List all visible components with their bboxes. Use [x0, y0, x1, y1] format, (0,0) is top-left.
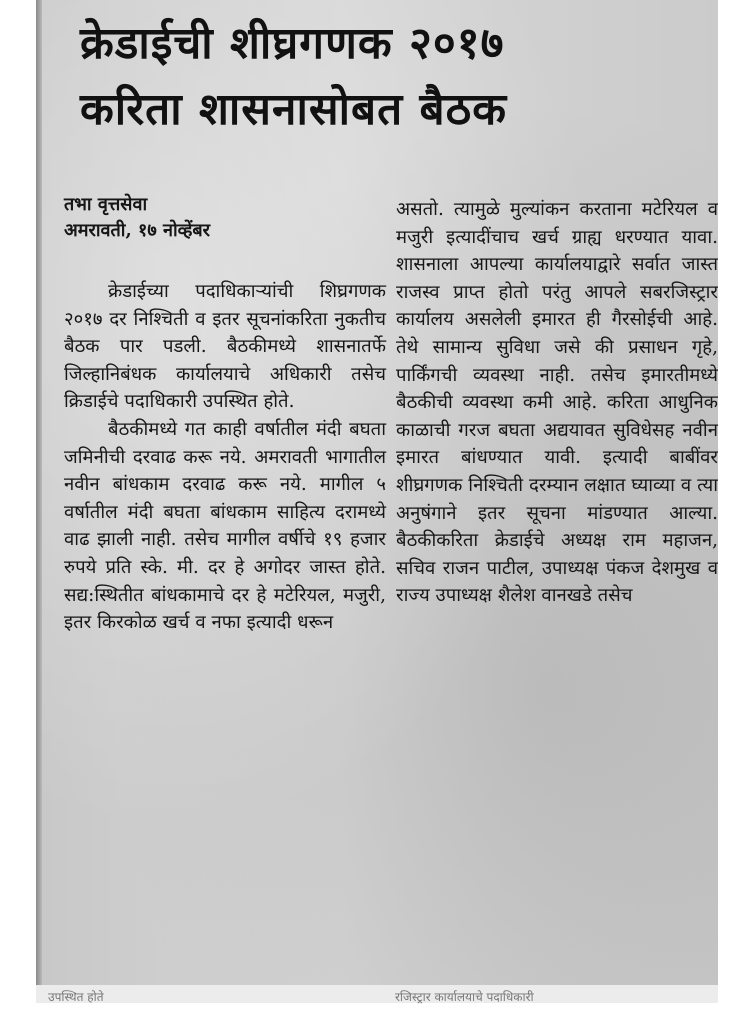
cut-off-text-left: उपस्थित होते	[48, 990, 104, 1004]
headline-line-1: क्रेडाईची शीघ्रगणक २०१७	[80, 18, 505, 69]
article-paragraph-2: बैठकीमध्ये गत काही वर्षातील मंदी बघता जमिनीची दरवाढ करू नये. अमरावती भागातील नवीन बांधकाम दरवाढ करू नये. मागील ५ वर्षातील मंदी बघता बांधकाम साहित्य दरामध्ये वाढ झाली नाही. तसेच मागील वर्षीचे १९ हजार रुपये प्रति स्के. मी. दर हे अगोदर जास्त होते. सद्य:स्थितीत बांधकामाचे दर हे मटेरियल, मजुरी, इतर किरकोळ खर्च व नफा इत्यादी धरून	[64, 418, 386, 634]
clipping-bottom-strip	[36, 985, 718, 1003]
headline-line-2: करिता शासनासोबत बैठक	[80, 84, 507, 135]
article-column-left	[64, 192, 386, 637]
cut-off-text-right: रजिस्ट्रार कार्यालयाचे पदाधिकारी	[395, 990, 534, 1004]
article-column-right	[396, 196, 718, 610]
article-paragraph-1: क्रेडाईच्या पदाधिकाऱ्यांची शिघ्रगणक २०१७ दर निश्चिती व इतर सूचनांकरिता नुकतीच बैठक पार पडली. बैठकीमध्ये शासनातर्फे जिल्हानिबंधक कार्यालयाचे अधिकारी तसेच क्रिडाईचे पदाधिकारी उपस्थित होते.	[64, 281, 386, 413]
byline-place-date: अमरावती, १७ नोव्हेंबर	[64, 220, 211, 241]
byline-spacer	[64, 244, 386, 278]
byline-agency: तभा वृत्तसेवा	[64, 194, 148, 215]
article-paragraph-continued: असतो. त्यामुळे मुल्यांकन करताना मटेरियल व मजुरी इत्यादींचाच खर्च ग्राह्य धरण्यात यावा. शासनाला आपल्या कार्यालयाद्वारे सर्वात जास्त राजस्व प्राप्त होतो परंतु आपले सबरजिस्ट्रार कार्यालय असलेली इमारत ही गैरसोईची आहे. तेथे सामान्य सुविधा जसे की प्रसाधन गृहे, पार्किंगची व्यवस्था नाही. तसेच इमारतीमध्ये बैठकीची व्यवस्था कमी आहे. करिता आधुनिक काळाची गरज बघता अद्ययावत सुविधेसह नवीन इमारत बांधण्यात यावी. इत्यादी बाबींवर शीघ्रगणक निश्चिती दरम्यान लक्षात घ्याव्या व त्या अनुषंगाने इतर सूचना मांडण्यात आल्या. बैठकीकरिता क्रेडाईचे अध्यक्ष राम महाजन, सचिव राजन पाटील, उपाध्यक्ष पंकज देशमुख व राज्य उपाध्यक्ष शैलेश वानखडे तसेच	[396, 199, 718, 607]
newspaper-clipping	[36, 0, 718, 985]
scan-edge-shadow	[36, 0, 42, 985]
